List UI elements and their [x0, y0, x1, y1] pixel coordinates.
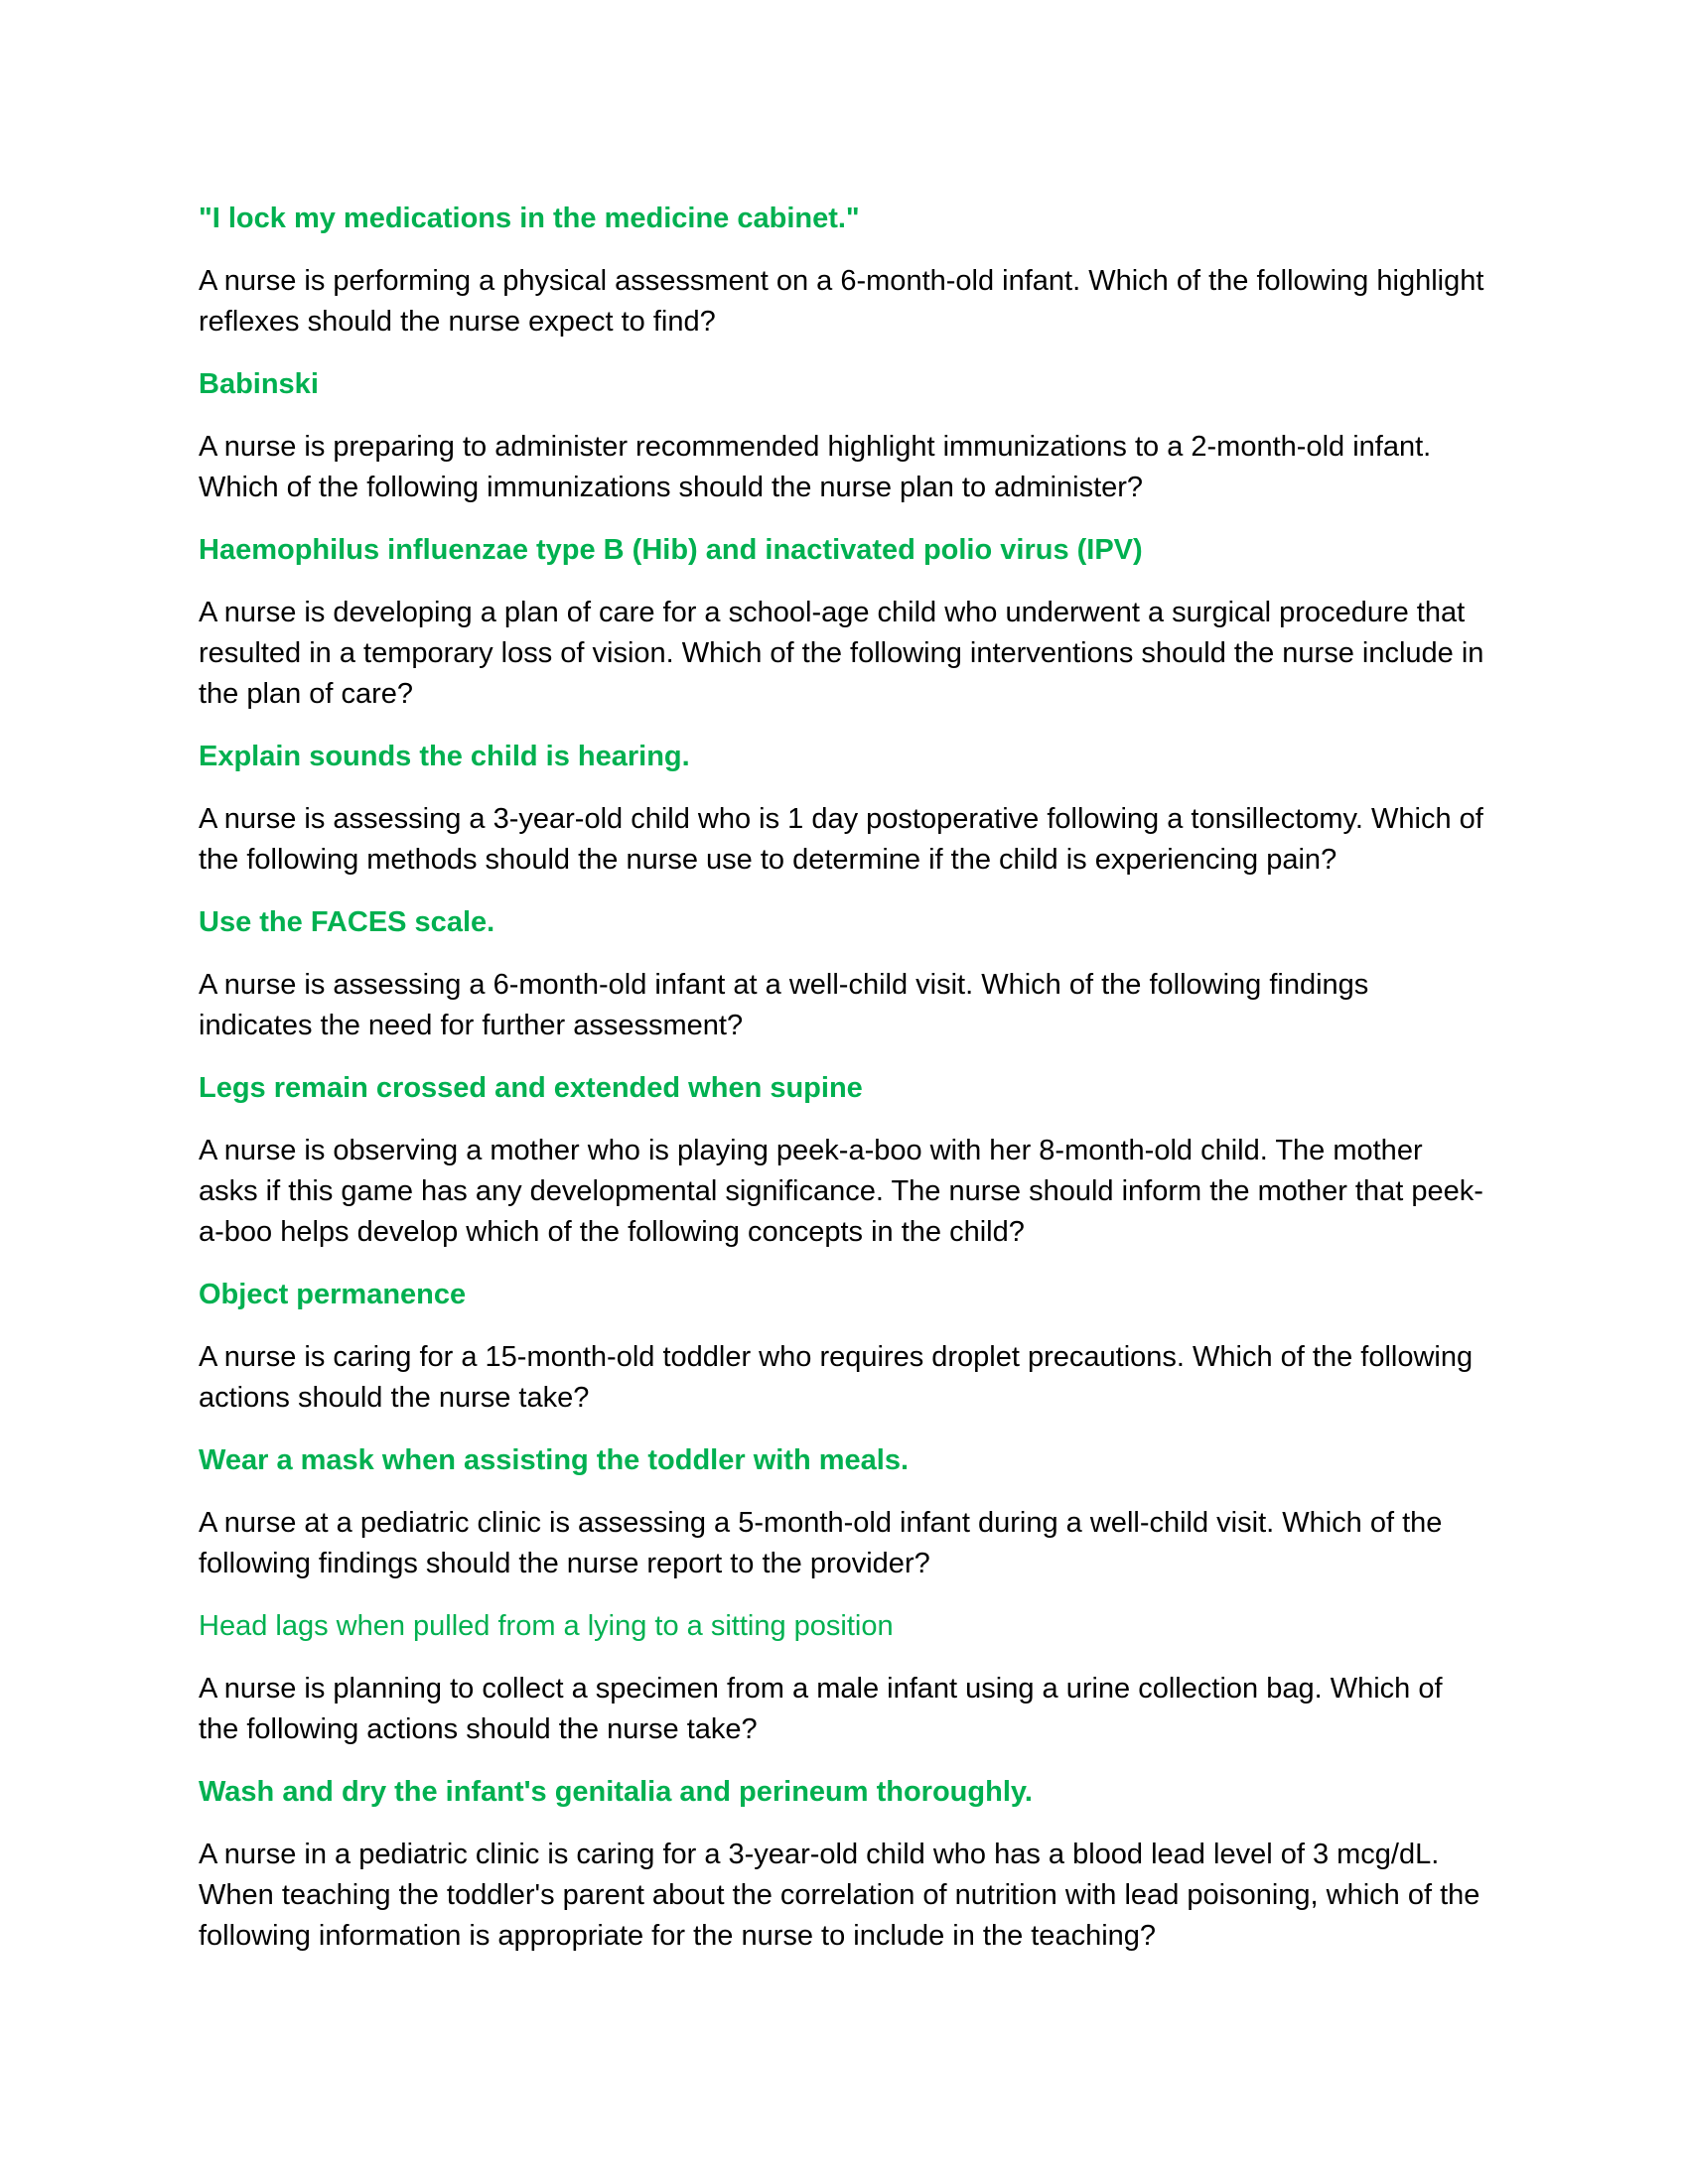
answer-1: Babinski — [199, 368, 319, 400]
answer-7: Wear a mask when assisting the toddler with meals. — [199, 1444, 910, 1476]
answer-8: Head lags when pulled from a lying to a sitting position — [199, 1610, 894, 1642]
question-2: A nurse is preparing to administer recommended highlight immunizations to a 2-month-old infant. Which of the following immunizations should the nurse plan to administer? — [199, 431, 1432, 503]
question-6: A nurse is observing a mother who is playing peek-a-boo with her 8-month-old child. The mother asks if this game has any developmental significance. The nurse should inform the mother that peek-a-boo helps develop which of the following concepts in the child? — [199, 1135, 1483, 1248]
answer-3: Explain sounds the child is hearing. — [199, 741, 690, 772]
question-5: A nurse is assessing a 6-month-old infant at a well-child visit. Which of the following findings indicates the need for further assessment? — [199, 969, 1369, 1041]
answer-2: Haemophilus influenzae type B (Hib) and inactivated polio virus (IPV) — [199, 534, 1143, 566]
question-3: A nurse is developing a plan of care for a school-age child who underwent a surgical procedure that resulted in a temporary loss of vision. Which of the following interventions should the nurse include in the plan of care? — [199, 597, 1484, 710]
answer-4: Use the FACES scale. — [199, 906, 495, 938]
answer-5: Legs remain crossed and extended when supine — [199, 1072, 863, 1104]
question-8: A nurse at a pediatric clinic is assessing a 5-month-old infant during a well-child visit. Which of the following findings should the nurse report to the provider? — [199, 1507, 1443, 1579]
question-9: A nurse is planning to collect a specimen from a male infant using a urine collection bag. Which of the following actions should the nurse take? — [199, 1673, 1443, 1745]
answer-9: Wash and dry the infant's genitalia and perineum thoroughly. — [199, 1776, 1033, 1808]
document-page — [199, 199, 1489, 1979]
question-4: A nurse is assessing a 3-year-old child who is 1 day postoperative following a tonsillectomy. Which of the following methods should the nurse use to determine if the child is experiencing pain? — [199, 803, 1483, 876]
intro-answer: "I lock my medications in the medicine cabinet." — [199, 203, 860, 234]
question-1: A nurse is performing a physical assessment on a 6-month-old infant. Which of the following highlight reflexes should the nurse expect to find? — [199, 265, 1484, 338]
final-question: A nurse in a pediatric clinic is caring for a 3-year-old child who has a blood lead level of 3 mcg/dL. When teaching the toddler's parent about the correlation of nutrition with lead poisoning, which of the following information is appropriate for the nurse to include in the teaching? — [199, 1839, 1480, 1952]
question-7: A nurse is caring for a 15-month-old toddler who requires droplet precautions. Which of the following actions should the nurse take? — [199, 1341, 1474, 1414]
answer-6: Object permanence — [199, 1279, 467, 1310]
